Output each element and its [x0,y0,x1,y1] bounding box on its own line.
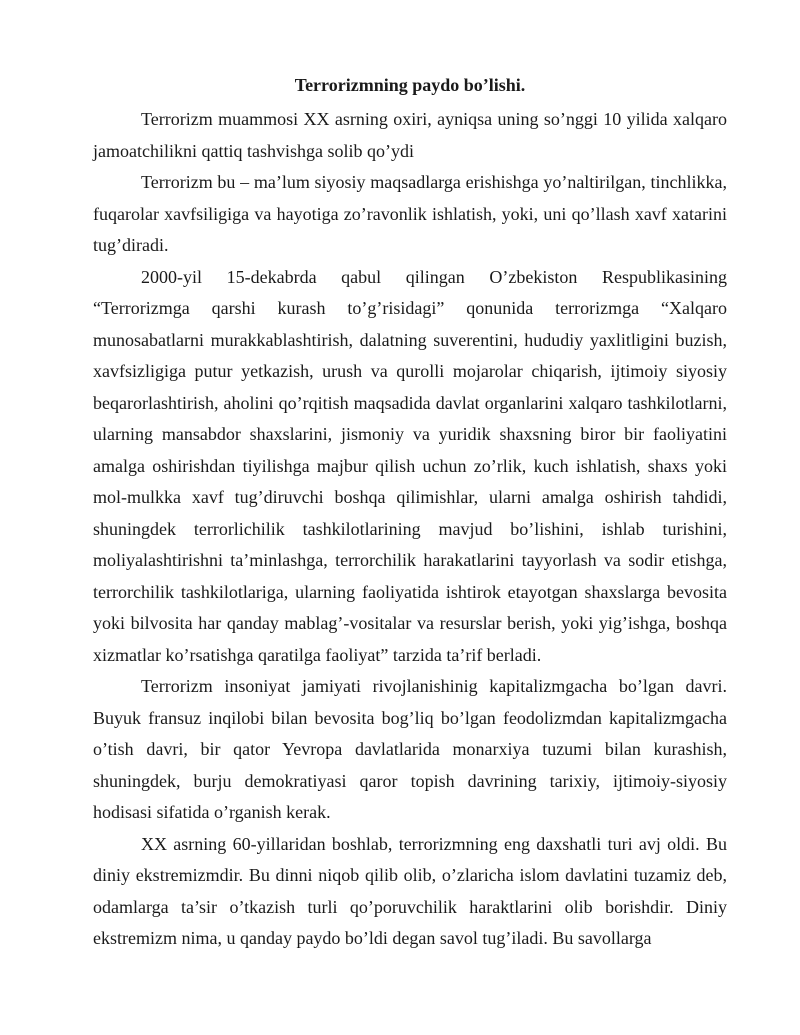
paragraph-4: Terrorizm insoniyat jamiyati rivojlanishinig kapitalizmgacha bo’lgan davri. Buyuk fransuz inqilobi bilan bevosita bog’liq bo’lgan feodolizmdan kapitalizmgacha o’tish davri, bir qator Yevropa davlatlarida monarxiya tuzumi bilan kurashish, shuningdek, burju demokratiyasi qaror topish davrining tarixiy, ijtimoiy-siyosiy hodisasi sifatida o’rganish kerak. [93,676,727,822]
document-title: Terrorizmning paydo bo’lishi. [294,75,526,95]
paragraph-3: 2000-yil 15-dekabrda qabul qilingan O’zbekiston Respublikasining “Terrorizmga qarshi kurash to’g’risidagi” qonunida terrorizmga “Xalqaro munosabatlarni murakkablashtirish, dalatning suverentini, hududiy yaxlitligini buzish, xavfsizligiga putur yetkazish, urush va qurolli mojarolar chiqarish, ijtimoiy siyosiy beqarorlashtirish, aholini qo’rqitish maqsadida davlat organlarini xalqaro tashkilotlarni, ularning mansabdor shaxslarini, jismoniy va yuridik shaxsning biror bir faoliyatini amalga oshirishdan tiyilishga majbur qilish uchun zo’rlik, kuch ishlatish, shaxs yoki mol-mulkka xavf tug’diruvchi boshqa qilimishlar, ularni amalga oshirish tahdidi, shuningdek terrorlichilik tashkilotlarining mavjud bo’lishini, ishlab turishini, moliyalashtirishni ta’minlashga, terrorchilik harakatlarini tayyorlash va sodir etishga, terrorchilik tashkilotlariga, ularning faoliyatida ishtirok etayotgan shaxslarga bevosita yoki bilvosita har qanday mablag’-vositalar va resurslar berish, yoki yig’ishga, boshqa xizmatlar ko’rsatishga qaratilga faoliyat” tarzida ta’rif berladi. [93,266,727,665]
paragraph-5: XX asrning 60-yillaridan boshlab, terrorizmning eng daxshatli turi avj oldi. Bu diniy ekstremizmdir. Bu dinni niqob qilib olib, o’zlaricha islom davlatini tuzamiz deb, odamlarga ta’sir o’tkazish turli qo’poruvchilik haraktlarini olib borishdir. Diniy ekstremizm nima, u qanday paydo bo’ldi degan savol tug’iladi. Bu savollarga [93,833,727,948]
paragraph-1: Terrorizm muammosi XX asrning oxiri, ayniqsa uning so’nggi 10 yilida xalqaro jamoatchilikni qattiq tashvishga solib qo’ydi [93,109,727,161]
paragraph-2: Terrorizm bu – ma’lum siyosiy maqsadlarga erishishga yo’naltirilgan, tinchlikka, fuqarolar xavfsiligiga va hayotiga zo’ravonlik ishlatish, yoki, uni qo’llash xavf xatarini tug’diradi. [93,172,727,255]
document-body [93,66,727,955]
